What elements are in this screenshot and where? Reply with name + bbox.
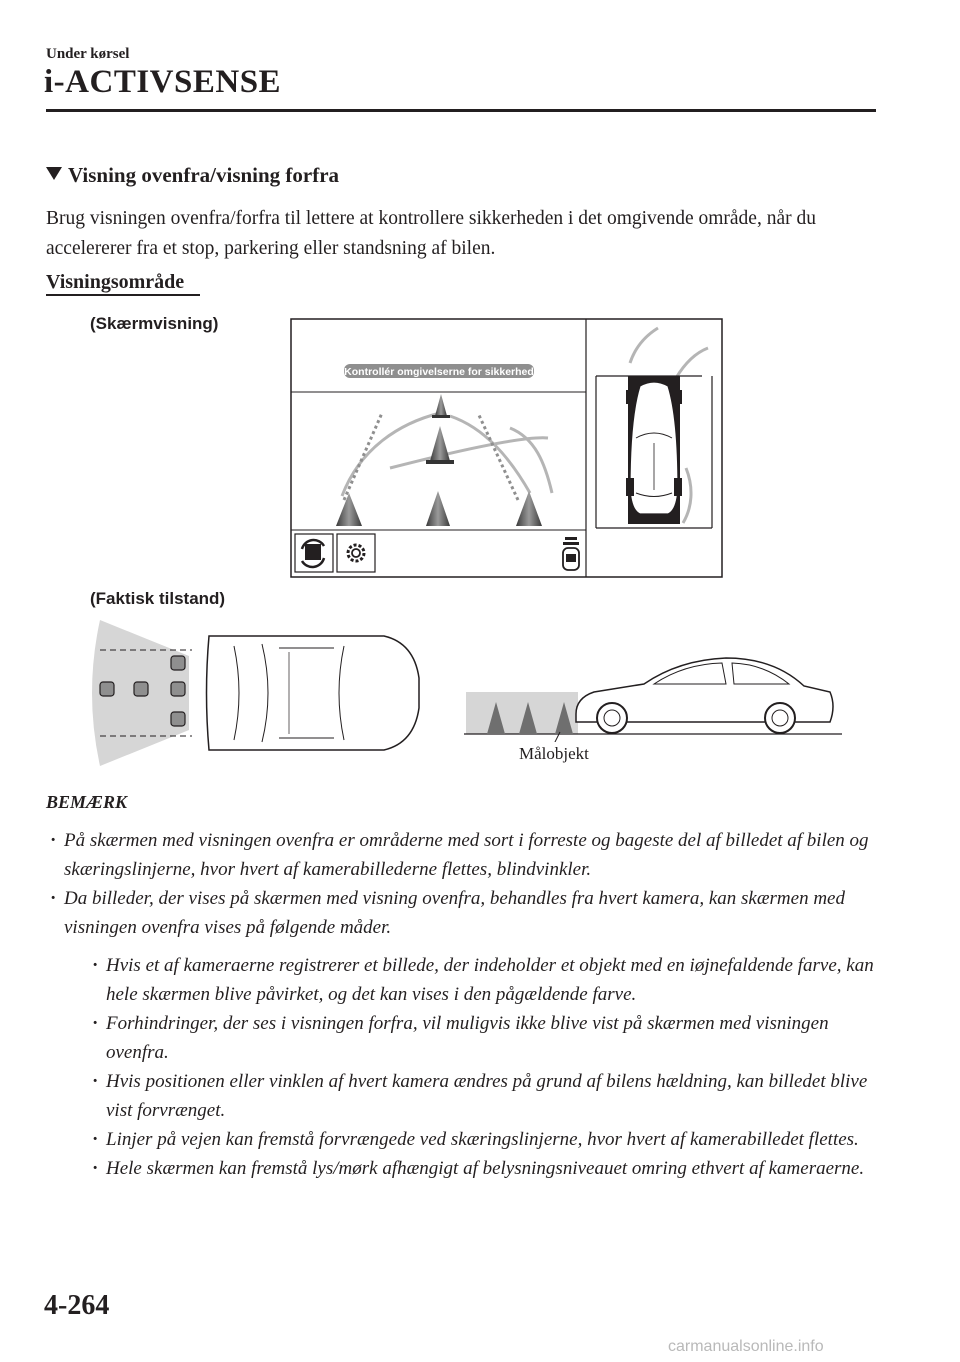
section-heading [46, 163, 339, 188]
note-subitem: · Hele skærmen kan fremstå lys/mørk afhængigt af belysningsniveauet omring ethvert af kameraerne. [88, 1154, 896, 1183]
intro-paragraph: Brug visningen ovenfra/forfra til lettere at kontrollere sikkerheden i det omgivende område, når du accelererer fra et stop, parkering eller standsning af bilen. [46, 208, 816, 259]
page-title: i-ACTIVSENSE [44, 64, 282, 100]
actual-state-label: (Faktisk tilstand) [90, 589, 226, 608]
actual-top-down-illustration [84, 618, 424, 768]
note-subitem: · Linjer på vejen kan fremstå forvrængede ved skæringslinjerne, hvor hvert af kamerabilledet flettes. [88, 1125, 896, 1154]
note-subitem: · Hvis positionen eller vinklen af hvert kamera ændres på grund af bilens hældning, kan billedet blive vist forvrænget. [88, 1067, 896, 1125]
section-heading-text: Visning ovenfra/visning forfra [68, 163, 340, 187]
note-list [46, 826, 896, 1183]
subheading: Visningsområde [46, 271, 185, 293]
note-item: · Da billeder, der vises på skærmen med visning ovenfra, behandles fra hvert kamera, kan skærmen med visningen ovenfra vises på følgende måder. [46, 884, 896, 942]
subheading-underline [46, 294, 200, 296]
note-subitem: · Hvis et af kameraerne registrerer et billede, der indeholder et objekt med en iøjnefaldende farve, kan hele skærmen blive påvirket, og det kan vises i den pågældende farve. [88, 951, 896, 1009]
actual-car-top [207, 636, 420, 750]
actual-side-view-illustration [464, 646, 844, 742]
target-object-label: Målobjekt [519, 744, 589, 763]
settings-gear-icon[interactable] [337, 534, 375, 572]
note-sublist [46, 951, 896, 1183]
triangle-bullet-icon [46, 167, 62, 180]
note-title: BEMÆRK [46, 792, 128, 812]
chapter-label: Under kørsel [46, 46, 130, 62]
front-wheel [597, 703, 627, 733]
note-subitem: · Forhindringer, der ses i visningen forfra, vil muligvis ikke blive vist på skærmen med visningen ovenfra. [88, 1009, 896, 1067]
screen-display-illustration [290, 318, 724, 580]
camera-switch-icon[interactable] [295, 534, 333, 572]
watermark: carmanualsonline.info [668, 1338, 824, 1355]
safety-banner-text: Kontrollér omgivelserne for sikkerhed [344, 366, 534, 378]
page-number: 4-264 [44, 1290, 110, 1321]
screen-view-label: (Skærmvisning) [90, 314, 219, 333]
note-item: · På skærmen med visningen ovenfra er områderne med sort i forreste og bageste del af billedet af bilen og skæringslinjerne, hvor hvert af kamerabillederne flettes, blindvinkler. [46, 826, 896, 884]
rear-wheel [765, 703, 795, 733]
header-rule [46, 109, 876, 112]
